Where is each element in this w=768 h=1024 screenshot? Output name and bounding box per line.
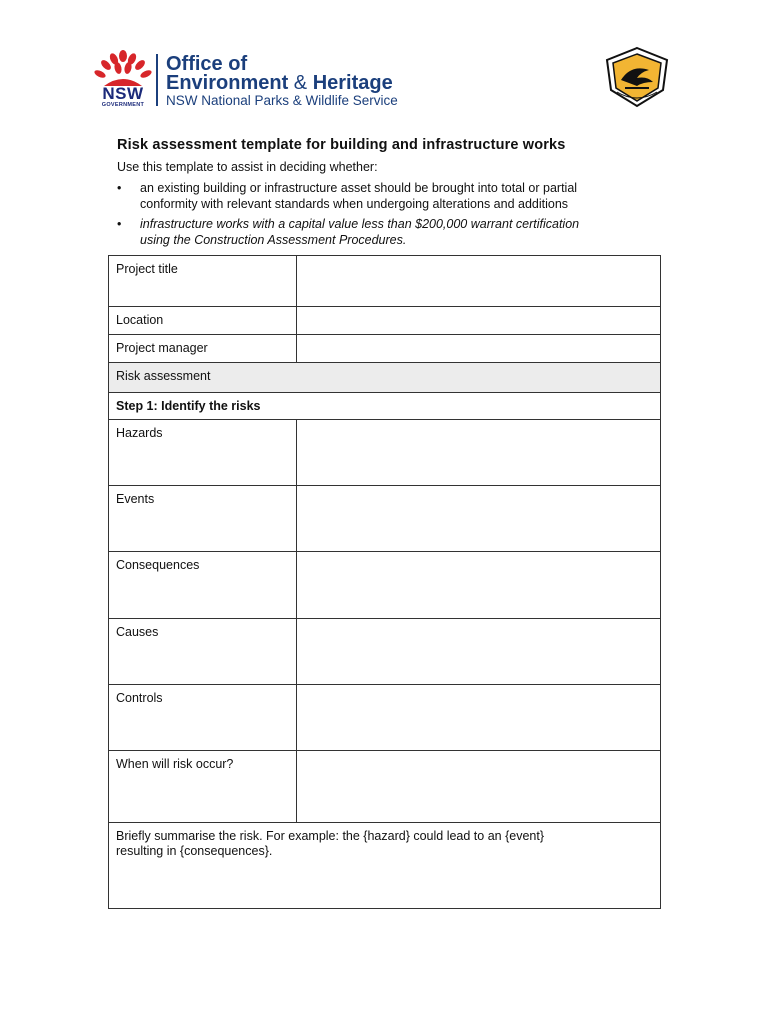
- agency-subtitle: NSW National Parks & Wildlife Service: [166, 93, 398, 108]
- field-causes[interactable]: [297, 619, 661, 685]
- agency-name-line2: [166, 72, 393, 94]
- document-title: Risk assessment template for building and infrastructure works: [117, 137, 566, 153]
- field-project-title[interactable]: [297, 256, 661, 307]
- field-consequences[interactable]: [297, 552, 661, 619]
- lyrebird-badge-icon: [603, 46, 671, 108]
- label-consequences: Consequences: [109, 552, 297, 619]
- form-row-when: [109, 751, 661, 823]
- label-when-risk-occur: When will risk occur?: [109, 751, 297, 823]
- form-row-project-manager: [109, 335, 661, 363]
- field-events[interactable]: [297, 486, 661, 552]
- field-hazards[interactable]: [297, 420, 661, 486]
- agency-name-line1: Office of: [166, 53, 248, 75]
- field-controls[interactable]: [297, 685, 661, 751]
- bullet-item: [117, 217, 677, 248]
- field-location[interactable]: [297, 307, 661, 335]
- label-events: Events: [109, 486, 297, 552]
- form-row-risk-assessment: [109, 363, 661, 393]
- agency-name-environment: Environment: [166, 72, 289, 94]
- label-hazards: Hazards: [109, 420, 297, 486]
- label-controls: Controls: [109, 685, 297, 751]
- section-risk-assessment: Risk assessment: [109, 363, 661, 393]
- form-row-summary: [109, 823, 661, 909]
- agency-name-heritage: Heritage: [312, 72, 393, 94]
- form-row-events: [109, 486, 661, 552]
- section-step1: Step 1: Identify the risks: [109, 393, 661, 420]
- bullet-item: [117, 181, 677, 212]
- nsw-government-text: GOVERNMENT: [101, 102, 145, 108]
- bullet-list: [117, 181, 677, 253]
- intro-text: Use this template to assist in deciding whether:: [117, 160, 378, 174]
- label-project-manager: Project manager: [109, 335, 297, 363]
- bullet-icon: •: [117, 181, 122, 195]
- label-causes: Causes: [109, 619, 297, 685]
- form-row-location: [109, 307, 661, 335]
- form-row-project-title: [109, 256, 661, 307]
- field-project-manager[interactable]: [297, 335, 661, 363]
- page-header: [0, 0, 768, 125]
- bullet-text: infrastructure works with a capital value less than $200,000 warrant certification using the Construction Assessment Procedures.: [140, 217, 580, 247]
- label-project-title: Project title: [109, 256, 297, 307]
- waratah-flower-icon: [94, 50, 152, 88]
- label-location: Location: [109, 307, 297, 335]
- bullet-icon: •: [117, 217, 122, 231]
- form-row-step1: [109, 393, 661, 420]
- risk-assessment-form: [108, 255, 661, 909]
- form-row-controls: [109, 685, 661, 751]
- agency-name-amp: &: [288, 72, 313, 94]
- bullet-text: an existing building or infrastructure asset should be brought into total or partial conformity with relevant standards when undergoing alterations and additions: [140, 181, 578, 211]
- field-summary[interactable]: Briefly summarise the risk. For example: the {hazard} could lead to an {event} resulting in {consequences}.: [109, 823, 661, 909]
- form-row-hazards: [109, 420, 661, 486]
- form-row-causes: [109, 619, 661, 685]
- nsw-logo-text: NSW: [102, 84, 144, 103]
- form-row-consequences: [109, 552, 661, 619]
- logo-divider: [156, 54, 158, 106]
- field-when-risk-occur[interactable]: [297, 751, 661, 823]
